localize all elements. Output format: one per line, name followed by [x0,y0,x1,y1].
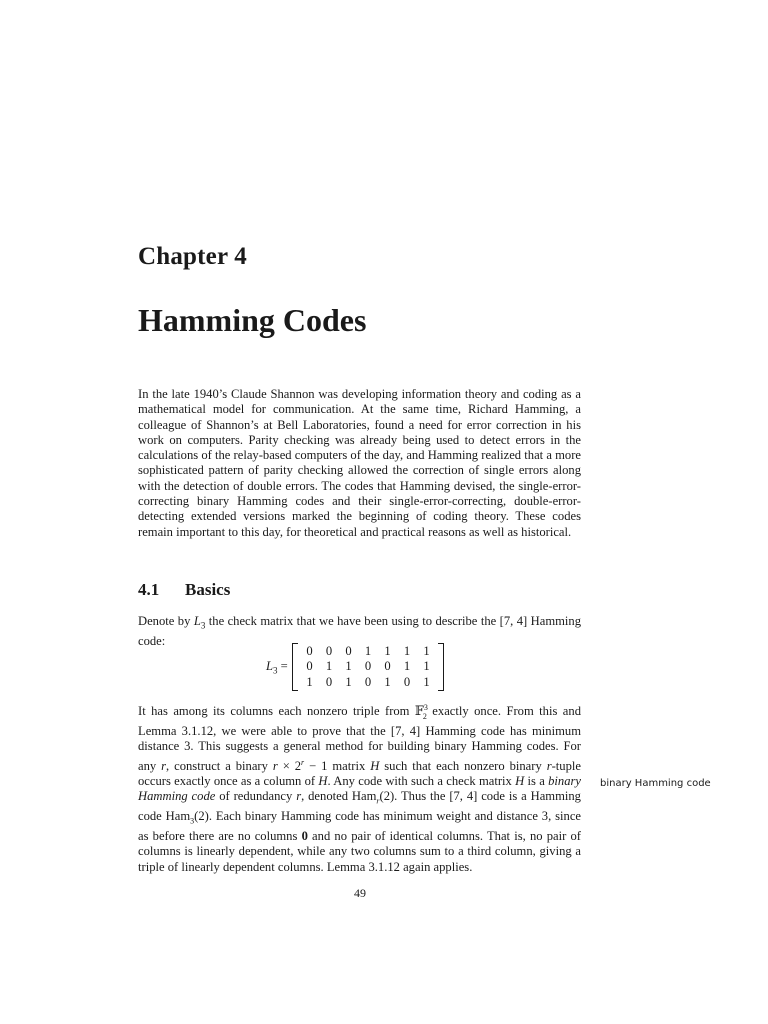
matrix-cell: 1 [403,644,411,659]
matrix-row [300,644,437,659]
definition-intro: Denote by $L_3$ the check matrix that we have been using to describe the [7, 4] Hamming code: [138,614,581,648]
matrix-left-bracket [292,643,298,691]
matrix-cell: 1 [423,644,430,659]
matrix-cell: 1 [384,644,391,659]
matrix-cell: 1 [325,659,333,674]
matrix-cell: 0 [306,644,313,659]
matrix-lhs: $L_3$ = [266,658,288,676]
section-title: Basics [185,580,231,599]
margin-note: binary Hamming code [600,778,711,789]
check-matrix [300,644,437,690]
matrix-cell: 0 [384,659,391,674]
matrix-cell: 0 [364,674,372,689]
matrix-cell: 0 [325,674,333,689]
matrix-cell: 1 [423,659,430,674]
matrix-cell: 0 [325,644,333,659]
matrix-row [300,659,437,674]
matrix-cell: 1 [345,674,352,689]
section-heading [138,580,230,600]
chapter-title: Hamming Codes [138,302,367,338]
matrix-cell: 0 [345,644,352,659]
check-matrix-equation [266,643,444,691]
term-binary-hamming-code: binary Hamming code [138,774,582,804]
chapter-label: Chapter 4 [138,243,247,270]
matrix-cell: 1 [403,659,411,674]
body-paragraph: It has among its columns each nonzero triple from 𝔽$^3_2$ exactly once. From this and Lemma 3.1.12, we were able to prove that the [7, 4] Hamming code has minimum distance 3. This suggests a general method for building binary Hamming codes. For any r, construct a binary $r \times 2^r - 1$ matrix H such that each nonzero binary r-tuple occurs exactly once as a column of H. Any code with such a check matrix H is a binary Hamming code of redundancy r, denoted Ham$_r$(2). Thus the [7, 4] code is a Hamming code Ham$_3$(2). Each binary Hamming code has minimum weight and distance 3, since as before there are no columns 0 and no pair of identical columns. That is, no pair of columns is linearly dependent, while any two columns sum to a third column, giving a triple of linearly dependent columns. Lemma 3.1.12 again applies. [138,703,582,874]
matrix-cell: 0 [306,659,313,674]
matrix-cell: 0 [403,674,411,689]
matrix-row [300,675,437,690]
matrix-cell: 1 [306,674,313,689]
matrix-cell: 1 [384,674,391,689]
matrix-cell: 1 [345,659,352,674]
page-number: 49 [354,886,366,900]
matrix-cell: 1 [364,644,372,659]
intro-paragraph: In the late 1940’s Claude Shannon was developing information theory and coding as a mathematical model for communication. At the same time, Richard Hamming, a colleague of Shannon’s at Bell Laboratories, found a need for error correction in his work on computers. Parity checking was already being used to detect errors in the calculations of the relay-based computers of the day, and Hamming realized that a more sophisticated pattern of parity checking allowed the correction of single errors along with the detection of double errors. The codes that Hamming devised, the single-error-correcting binary Hamming codes and their single-error-correcting, double-error-detecting extended versions marked the beginning of coding theory. These codes remain important to this day, for theoretical and practical reasons as well as historical. [138,387,581,539]
section-number: 4.1 [138,580,160,599]
matrix-cell: 1 [423,674,430,689]
matrix-right-bracket [438,643,444,691]
matrix-cell: 0 [364,659,372,674]
